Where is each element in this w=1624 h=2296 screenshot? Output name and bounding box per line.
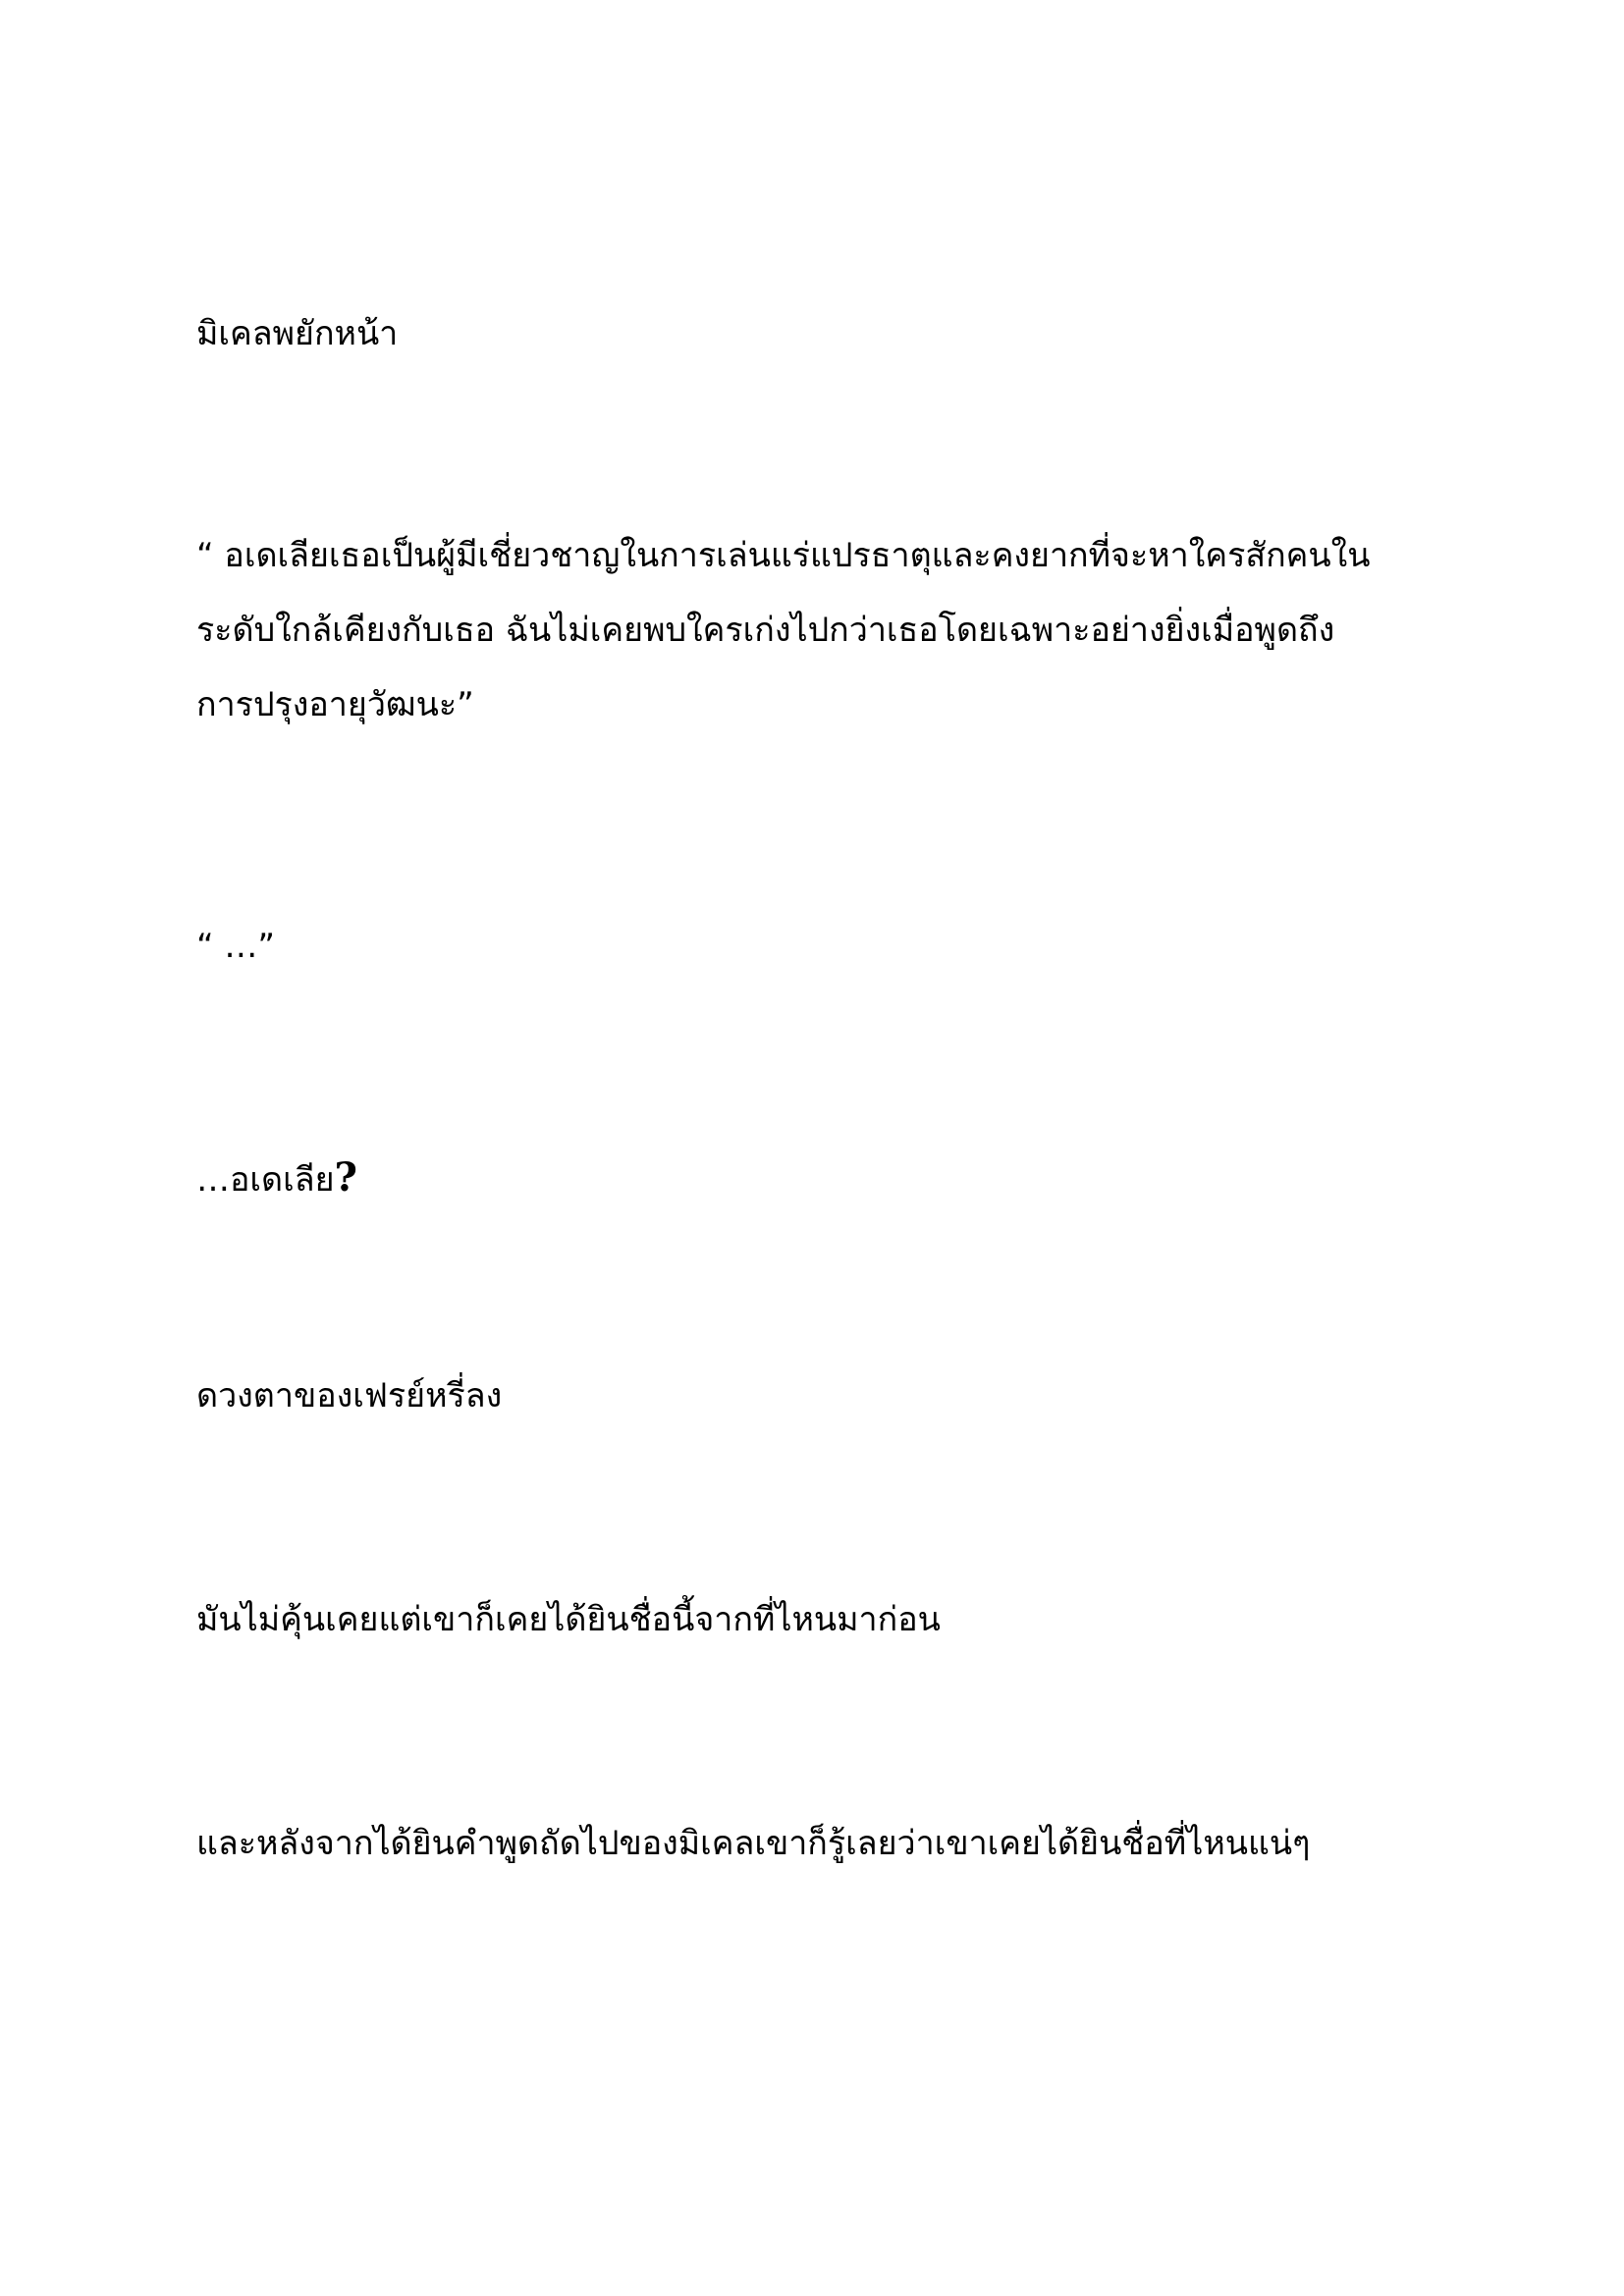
- text-line: และหลังจากได้ยินคำพูดถัดไปของมิเคลเขาก็รู้เลยว่าเขาเคยได้ยินชื่อที่ไหนแน่ๆ: [196, 1824, 1311, 1863]
- paragraph-3: [196, 909, 1434, 984]
- paragraph-7: [196, 1806, 1434, 1881]
- paragraph-6: [196, 1582, 1434, 1657]
- text-line: ดวงตาของเฟรย์หรี่ลง: [196, 1376, 503, 1415]
- text-line: [196, 1141, 1434, 1217]
- paragraph-2: [196, 518, 1434, 742]
- paragraph-1: [196, 296, 1434, 371]
- paragraph-5: [196, 1359, 1434, 1433]
- text-line: การปรุงอายุวัฒนะ”: [196, 685, 474, 724]
- text-line: มันไม่คุ้นเคยแต่เขาก็เคยได้ยินชื่อนี้จากที่ไหนมาก่อน: [196, 1600, 941, 1639]
- text-line: “ …”: [196, 927, 276, 966]
- text-line: มิเคลพยักหน้า: [196, 314, 399, 353]
- question-mark: ?: [334, 1154, 357, 1201]
- ellipsis-name-text: …อเดเลีย: [196, 1160, 335, 1200]
- text-line: ระดับใกล้เคียงกับเธอ ฉันไม่เคยพบใครเก่งไปกว่าเธอโดยเฉพาะอย่างยิ่งเมื่อพูดถึง: [196, 611, 1335, 650]
- text-line: “ อเดเลียเธอเป็นผู้มีเชี่ยวชาญในการเล่นแร่แปรธาตุและคงยากที่จะหาใครสักคนใน: [196, 536, 1371, 575]
- paragraph-4: [196, 1141, 1434, 1217]
